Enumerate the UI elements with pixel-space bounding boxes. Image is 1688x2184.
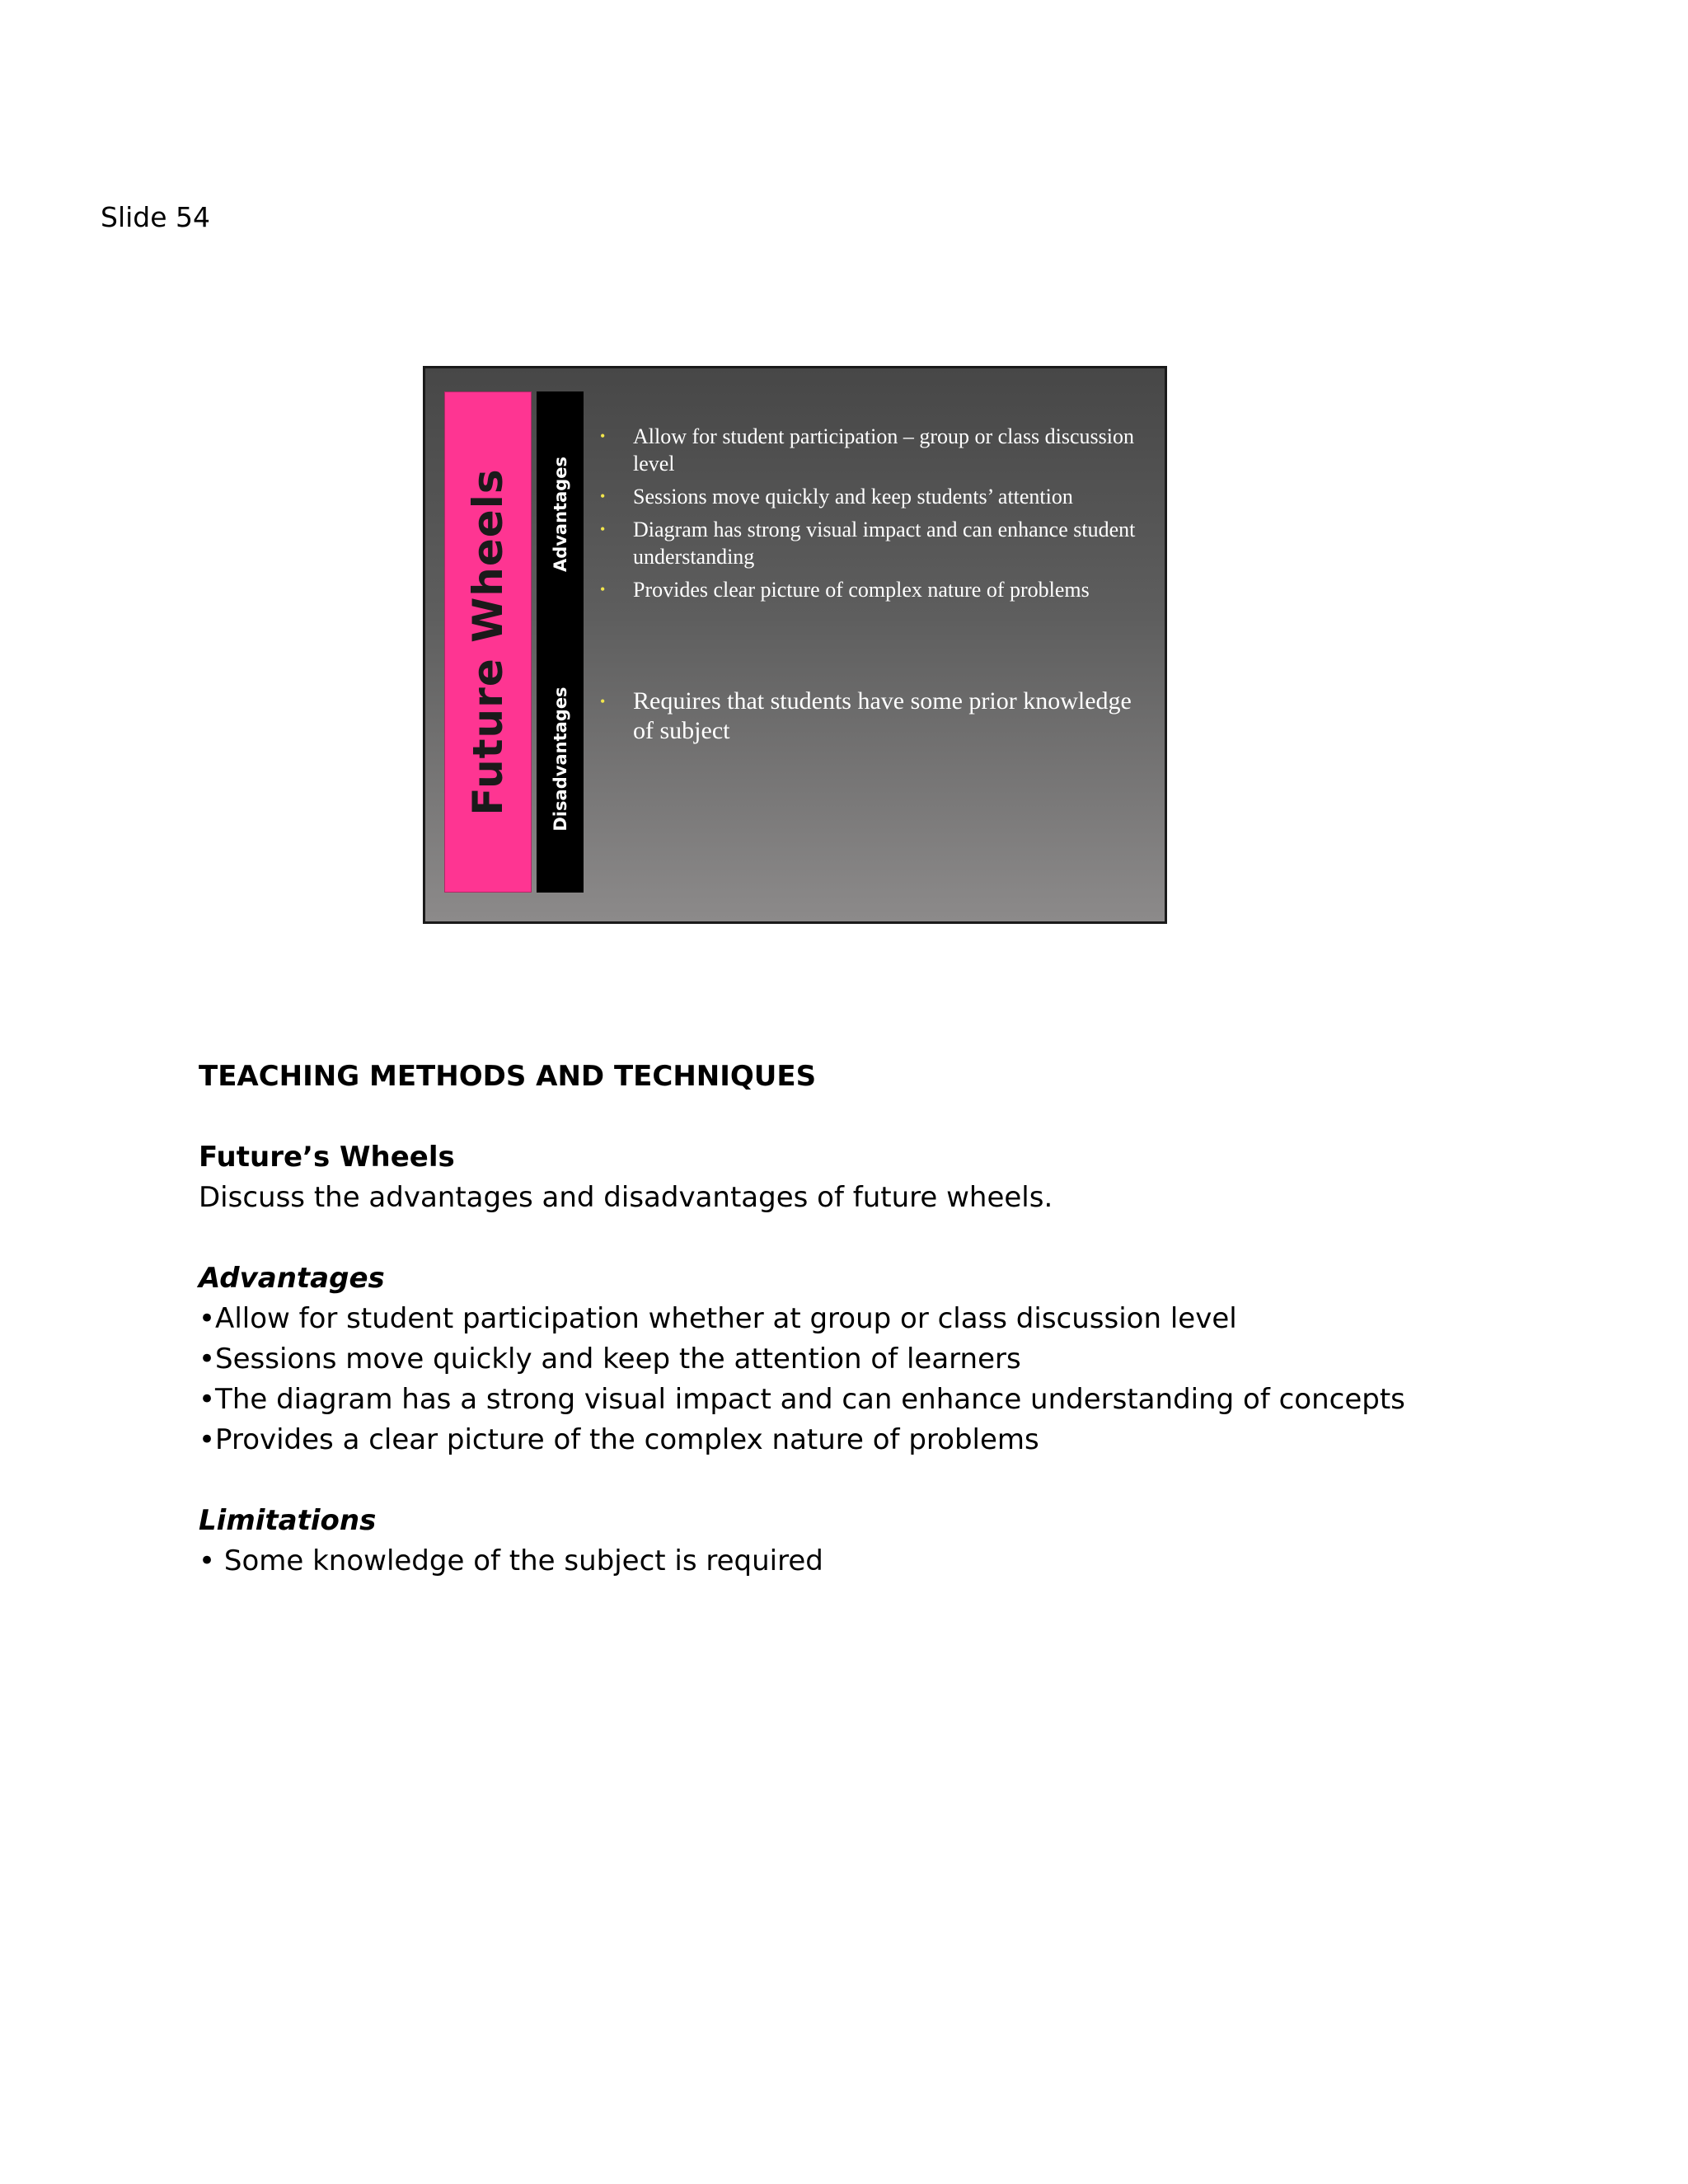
bullet-icon: •	[600, 581, 606, 598]
slide-title: Future Wheels	[464, 468, 512, 816]
slide-label-bar	[537, 391, 584, 893]
slide-advantage-item	[600, 516, 1152, 570]
notes-intro: Discuss the advantages and disadvantages of future wheels.	[199, 1181, 1053, 1214]
slide-advantage-text: Provides clear picture of complex nature of problems	[633, 578, 1090, 602]
notes-advantage-item: •Provides a clear picture of the complex nature of problems	[199, 1423, 1039, 1456]
notes-limitations-list	[199, 1541, 1616, 1582]
bullet-icon: •	[600, 521, 606, 537]
notes-advantages-list	[199, 1299, 1616, 1460]
slide-advantages-list	[600, 423, 1152, 609]
advantages-heading: Advantages	[199, 1262, 385, 1295]
bullet-icon: •	[600, 428, 606, 444]
slide-disadvantage-text: Requires that students have some prior knowledge of subject	[633, 687, 1132, 744]
advantages-label: Advantages	[550, 456, 570, 573]
notes-heading: TEACHING METHODS AND TECHNIQUES	[199, 1060, 817, 1093]
slide-disadvantage-item	[600, 687, 1152, 746]
notes-subheading: Future’s Wheels	[199, 1141, 455, 1174]
slide-advantage-item	[600, 576, 1152, 603]
slide-title-bar	[444, 391, 532, 893]
slide-advantage-text: Allow for student participation – group or class discussion level	[633, 424, 1135, 476]
limitations-heading: Limitations	[199, 1504, 377, 1537]
notes-limitation-item: • Some knowledge of the subject is required	[199, 1544, 823, 1577]
notes-advantage-item: •The diagram has a strong visual impact and can enhance understanding of concepts	[199, 1383, 1405, 1416]
slide-thumbnail	[423, 366, 1167, 924]
slide-advantage-text: Diagram has strong visual impact and can enhance student understanding	[633, 518, 1136, 569]
bullet-icon: •	[600, 693, 606, 710]
disadvantages-label: Disadvantages	[550, 687, 570, 832]
bullet-icon: •	[600, 488, 606, 504]
notes-advantage-item: •Allow for student participation whether at group or class discussion level	[199, 1302, 1237, 1335]
speaker-notes	[199, 1057, 1616, 1582]
slide-disadvantages-list	[600, 687, 1152, 752]
slide-advantage-item	[600, 483, 1152, 510]
notes-advantage-item: •Sessions move quickly and keep the attention of learners	[199, 1343, 1021, 1376]
slide-advantage-item	[600, 423, 1152, 477]
slide-number: Slide 54	[101, 201, 211, 233]
slide-advantage-text: Sessions move quickly and keep students’ attention	[633, 485, 1073, 509]
